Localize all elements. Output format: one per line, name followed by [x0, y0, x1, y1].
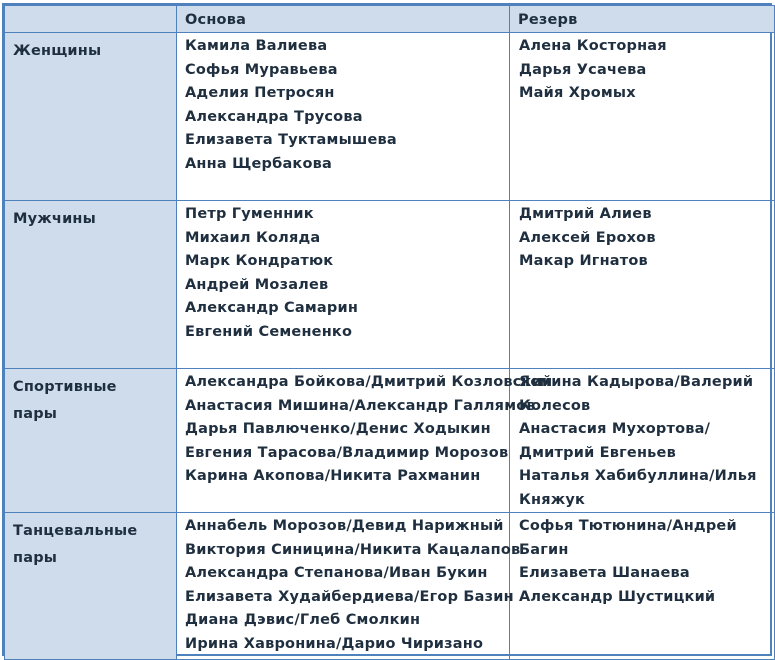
list-item: Александра Степанова/Иван Букин	[185, 565, 488, 581]
list-item: Евгений Семененко	[185, 323, 353, 340]
list-item: Александра Трусова	[185, 108, 363, 125]
header-empty-cell	[5, 6, 177, 33]
header-reserve: Резерв	[510, 6, 775, 33]
list-item: Карина Акопова/Никита Рахманин	[185, 468, 481, 484]
list-item: Петр Гуменник	[185, 206, 314, 222]
reserve-list	[519, 371, 774, 512]
reserve-list	[519, 35, 774, 106]
category-cell	[5, 513, 177, 660]
list-item: Александр Самарин	[185, 300, 359, 316]
list-item: Майя Хромых	[519, 85, 636, 101]
reserve-cell	[510, 201, 775, 369]
category-label: Женщины	[13, 43, 102, 59]
list-item: Аннабель Морозов/Девид Нарижный	[185, 518, 504, 534]
list-item: Анна Щербакова	[185, 155, 332, 172]
header-row	[5, 6, 775, 33]
main-cell	[177, 33, 510, 201]
list-item: Софья Тютюнина/Андрей Багин	[519, 518, 737, 558]
list-item: Александр Шустицкий	[519, 588, 716, 605]
list-item: Наталья Хабибуллина/Илья Княжук	[519, 468, 757, 508]
list-item: Софья Муравьева	[185, 61, 338, 78]
roster-table	[2, 3, 772, 656]
list-item: Марк Кондратюк	[185, 253, 334, 269]
main-cell	[177, 201, 510, 369]
reserve-cell	[510, 513, 775, 660]
list-item: Михаил Коляда	[185, 229, 321, 246]
list-item: Алексей Ерохов	[519, 229, 656, 246]
category-label: Танцевальные пары	[13, 523, 138, 566]
list-item: Евгения Тарасова/Владимир Морозов	[185, 444, 509, 461]
table-row	[5, 369, 775, 513]
list-item: Камила Валиева	[185, 38, 328, 54]
table-row	[5, 33, 775, 201]
main-list	[185, 203, 509, 344]
reserve-list	[519, 203, 774, 274]
category-label: Мужчины	[13, 211, 96, 227]
list-item: Аделия Петросян	[185, 85, 335, 101]
category-cell	[5, 369, 177, 513]
roster-grid	[4, 5, 775, 660]
table-row	[5, 201, 775, 369]
category-cell	[5, 201, 177, 369]
main-cell	[177, 369, 553, 513]
list-item: Виктория Синицина/Никита Кацалапов	[185, 541, 521, 558]
reserve-cell	[510, 33, 775, 201]
list-item: Елизавета Шанаева	[519, 565, 690, 581]
main-list	[185, 515, 521, 656]
list-item: Дарья Усачева	[519, 61, 647, 78]
list-item: Дарья Павлюченко/Денис Ходыкин	[185, 421, 491, 437]
list-item: Алена Косторная	[519, 38, 667, 54]
list-item: Диана Дэвис/Глеб Смолкин	[185, 612, 421, 628]
list-item: Александра Бойкова/Дмитрий Козловский	[185, 374, 553, 390]
main-list	[185, 371, 553, 489]
list-item: Андрей Мозалев	[185, 276, 329, 293]
list-item: Макар Игнатов	[519, 253, 648, 269]
table-row	[5, 513, 775, 660]
list-item: Дмитрий Алиев	[519, 206, 652, 222]
category-label: Спортивные пары	[13, 379, 117, 422]
reserve-cell	[510, 369, 775, 513]
list-item: Елизавета Туктамышева	[185, 132, 397, 148]
main-cell	[177, 513, 521, 660]
list-item: Анастасия Мишина/Александр Галлямов	[185, 397, 536, 414]
list-item: Ирина Хавронина/Дарио Чиризано	[185, 635, 484, 652]
list-item: Елизавета Худайбердиева/Егор Базин	[185, 588, 514, 605]
header-main: Основа	[177, 6, 510, 33]
main-list	[185, 35, 509, 176]
list-item: Анастасия Мухортова/Дмитрий Евгеньев	[519, 421, 711, 461]
category-cell	[5, 33, 177, 201]
list-item: Ясмина Кадырова/Валерий Колесов	[519, 374, 754, 414]
reserve-list	[519, 515, 774, 609]
